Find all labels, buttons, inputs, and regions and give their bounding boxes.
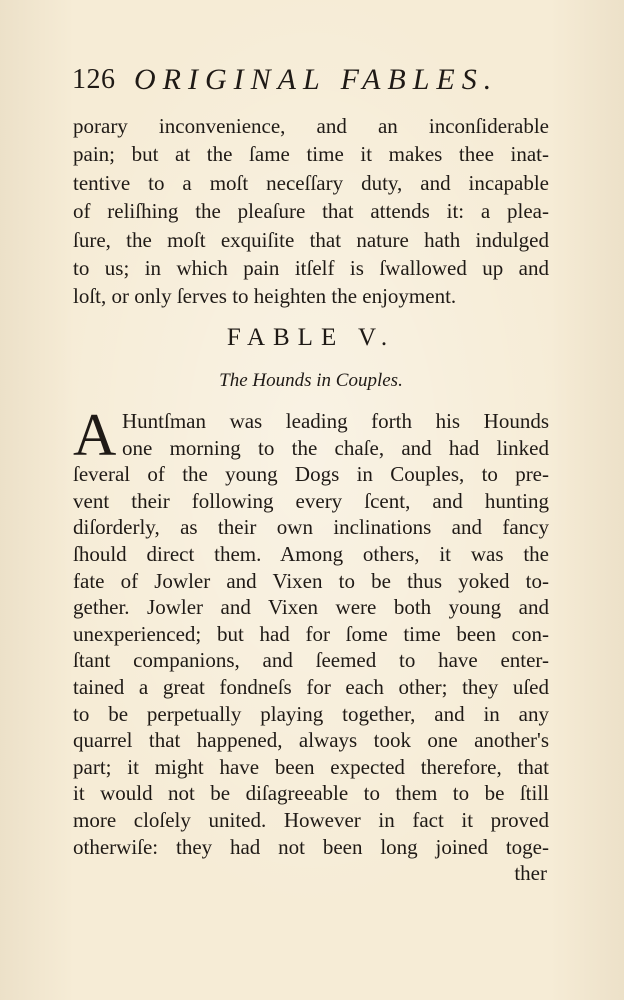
text-line: diſorderly, as their own inclinations and fancy bbox=[73, 515, 549, 540]
fable-subtitle: The Hounds in Couples. bbox=[219, 370, 403, 391]
text-line: to us; in which pain itſelf is ſwallowed up and bbox=[73, 255, 549, 280]
text-line: more cloſely united. However in fact it proved bbox=[73, 807, 549, 832]
text-line: otherwiſe: they had not been long joined toge- bbox=[73, 834, 549, 859]
text-line: gether. Jowler and Vixen were both young and bbox=[73, 595, 549, 620]
drop-cap: A bbox=[73, 402, 117, 468]
text-line: of reliſhing the pleaſure that attends it: a plea- bbox=[73, 199, 549, 224]
fable-heading: FABLE V. bbox=[226, 324, 396, 351]
text-line: unexperienced; but had for ſome time been con- bbox=[73, 621, 549, 646]
running-title: ORIGINAL FABLES. bbox=[134, 63, 499, 96]
text-line: ſtant companions, and ſeemed to have enter- bbox=[73, 648, 549, 673]
text-line: to be perpetually playing together, and in any bbox=[73, 701, 549, 726]
text-line: tentive to a moſt neceſſary duty, and incapable bbox=[73, 170, 549, 195]
text-line: ſure, the moſt exquiſite that nature hath indulged bbox=[73, 227, 549, 252]
continued-paragraph bbox=[73, 112, 549, 311]
text-line: tained a great fondneſs for each other; they uſed bbox=[73, 674, 549, 699]
text-line: it would not be diſagreeable to them to be ſtill bbox=[73, 781, 549, 806]
text-line: one morning to the chaſe, and had linked bbox=[122, 435, 549, 460]
text-line: vent their following every ſcent, and hunting bbox=[73, 488, 549, 513]
page-header bbox=[72, 60, 558, 100]
text-line: ſeveral of the young Dogs in Couples, to pre- bbox=[73, 462, 549, 487]
fable-body bbox=[73, 402, 549, 887]
text-line: ſhould direct them. Among others, it was the bbox=[73, 541, 549, 566]
page-number: 126 bbox=[72, 64, 116, 95]
text-line: part; it might have been expected therefore, that bbox=[73, 754, 549, 779]
text-line: Huntſman was leading forth his Hounds bbox=[122, 409, 549, 433]
catchword: ther bbox=[514, 861, 547, 886]
text-line: pain; but at the ſame time it makes thee inat- bbox=[73, 142, 549, 167]
text-line: fate of Jowler and Vixen to be thus yoked to- bbox=[73, 568, 549, 593]
text-line: loſt, or only ſerves to heighten the enjoyment. bbox=[73, 284, 457, 309]
text-line: quarrel that happened, always took one another's bbox=[73, 728, 549, 753]
text-line: porary inconvenience, and an inconſiderable bbox=[73, 114, 549, 138]
